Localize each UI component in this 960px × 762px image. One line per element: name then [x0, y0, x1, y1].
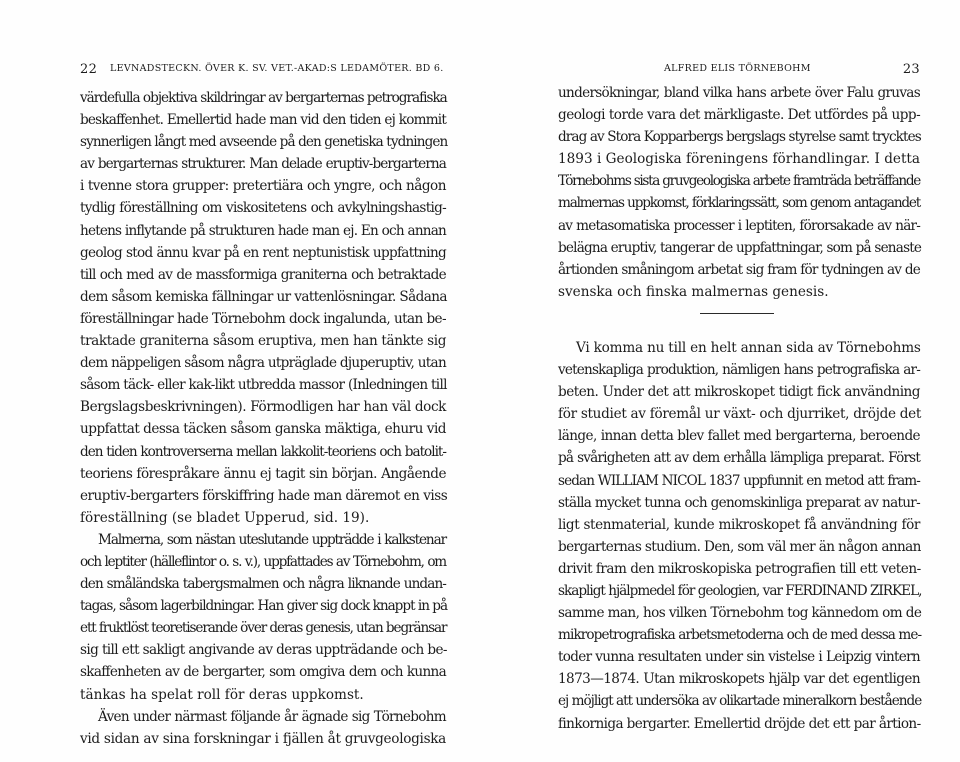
text-line: skapligt hjälpmedel för geologien, var FERDINAND ZIRKEL, [558, 582, 922, 599]
text-line: belägna eruptiv, tangerar de uppfattningar, som på senaste [558, 239, 922, 256]
running-head-title: ALFRED ELIS TÖRNEBOHM [664, 63, 811, 74]
text-line: drivit fram den mikroskopiska petrografien till ett veten- [558, 560, 921, 577]
right-body-text [558, 82, 920, 735]
text-line: teoriens förespråkare ännu ej tagit sin början. Angående [80, 465, 446, 482]
text-line: och leptiter (hälleflintor o. s. v.), uppfattades av Törnebohm, om [80, 553, 446, 570]
text-line: finkorniga bergarter. Emellertid dröjde det ett par årtion- [558, 715, 921, 732]
section-gap [558, 325, 920, 337]
text-line: till och med av de massformiga graniterna och betraktade [80, 266, 446, 283]
text-line: tydlig föreställning om viskositetens och avkylningshastig- [80, 200, 446, 217]
text-line: traktade graniterna såsom eruptiva, men han tänkte sig [80, 333, 446, 350]
text-line: föreställningar hade Törnebohm dock ingalunda, utan be- [80, 310, 446, 327]
left-page [80, 0, 446, 762]
text-line: uppfattat dessa täcken såsom ganska mäktiga, ehuru vid [80, 421, 446, 438]
text-line: Malmerna, som nästan uteslutande uppträdde i kalkstenar [98, 531, 446, 548]
text-line: geolog stod ännu kvar på en rent neptunistisk uppfattning [80, 244, 446, 261]
text-line: hetens inflytande på strukturen hade man ej. En och annan [80, 222, 446, 239]
text-line: undersökningar, bland vilka hans arbete över Falu gruvas [558, 85, 920, 101]
text-line: Törnebohms sista gruvgeologiska arbete framträda beträffande [558, 173, 920, 190]
left-running-head [80, 63, 446, 79]
text-line: drag av Stora Kopparbergs bergslags styrelse samt trycktes [558, 129, 921, 146]
text-line: tänkas ha spelat roll för deras uppkomst. [80, 686, 364, 703]
text-line: eruptiv-bergarters förskiffring hade man däremot en viss [80, 487, 448, 504]
text-line: geologi torde vara det märkligaste. Det utfördes på upp- [558, 107, 921, 124]
text-line: vid sidan av sina forskningar i fjällen åt gruvgeologiska [80, 730, 446, 747]
text-line: svenska och finska malmernas genesis. [558, 283, 829, 300]
left-body-text [80, 87, 446, 750]
text-line: sedan WILLIAM NICOL 1837 uppfunnit en metod att fram- [558, 472, 920, 489]
text-line: tagas, såsom lagerbildningar. Han giver sig dock knappt in på [80, 598, 448, 615]
text-line: dem såsom kemiska fällningar ur vattenlösningar. Sådana [80, 288, 447, 305]
text-line: Bergslagsbeskrivningen). Förmodligen har han väl dock [80, 399, 446, 416]
right-running-head [558, 63, 920, 79]
text-line: Vi komma nu till en helt annan sida av Törnebohms [576, 339, 921, 356]
text-line: skaffenheten av de bergarter, som omgiva dem och kunna [80, 664, 446, 681]
text-line: ligt stenmaterial, kunde mikroskopet få användning för [558, 516, 920, 533]
text-line: föreställning (se bladet Upperud, sid. 19). [80, 509, 370, 526]
text-line: den småländska tabergsmalmen och några liknande undan- [80, 576, 446, 593]
text-line: bergarternas studium. Den, som väl mer än någon annan [558, 538, 921, 555]
text-line: värdefulla objektiva skildringar av bergarternas petrografiska [80, 90, 447, 106]
text-line: sig till ett sakligt angivande av deras uppträdande och be- [80, 642, 447, 659]
right-page [558, 0, 920, 762]
text-line: vetenskapliga produktion, nämligen hans petrografiska ar- [558, 362, 920, 379]
text-line: ej möjligt att undersöka av olikartade mineralkorn bestående [558, 693, 922, 710]
text-line: såsom täck- eller kak-likt utbredda massor (Inledningen till [80, 377, 447, 394]
text-line: samme man, hos vilken Törnebohm tog kännedom om de [558, 605, 922, 622]
text-line: malmernas uppkomst, förklaringssätt, som genom antagandet [558, 195, 920, 212]
text-line: mikropetrografiska arbetsmetoderna och de med dessa me- [558, 627, 922, 644]
text-line: i tvenne stora grupper: pretertiära och yngre, och någon [80, 178, 446, 195]
text-line: den tiden kontroverserna mellan lakkolit-teoriens och batolit- [80, 443, 446, 460]
separator-rule [700, 313, 774, 314]
text-line: 1873—1874. Utan mikroskopets hjälp var det egentligen [558, 671, 920, 688]
text-line: synnerligen långt med avseende på den genetiska tydningen [80, 134, 448, 151]
page-number: 23 [902, 62, 920, 77]
text-line: ett fruktlöst teoretiserande över deras genesis, utan begränsar [80, 620, 447, 637]
page-number: 22 [80, 62, 98, 77]
text-line: beten. Under det att mikroskopet tidigt fick användning [558, 384, 920, 401]
text-line: på svårigheten att av dem erhålla lämpliga preparat. Först [558, 450, 920, 467]
text-line: ställa mycket tunna och genomskinliga preparat av natur- [558, 494, 920, 511]
text-line: av metasomatiska processer i leptiten, förorsakade av när- [558, 217, 920, 234]
text-line: 1893 i Geologiska föreningens förhandlingar. I detta [558, 151, 920, 168]
text-line: dem näppeligen såsom några utpräglade djuperuptiv, utan [80, 355, 446, 372]
text-line: beskaffenhet. Emellertid hade man vid den tiden ej kommit [80, 112, 446, 129]
text-line: toder vunna resultaten under sin vistelse i Leipzig vintern [558, 649, 920, 666]
section-separator [558, 303, 920, 325]
text-line: länge, innan detta blev fallet med bergarterna, beroende [558, 428, 920, 445]
running-head-title: LEVNADSTECKN. ÖVER K. SV. VET.-AKAD:S LEDAMÖTER. BD 6. [110, 63, 444, 74]
text-line: för studiet av föremål ur växt- och djurriket, dröjde det [558, 406, 922, 423]
text-line: Även under närmast följande år ägnade sig Törnebohm [98, 708, 446, 725]
text-line: årtionden småningom arbetat sig fram för tydningen av de [558, 261, 920, 278]
text-line: av bergarternas strukturer. Man delade eruptiv-bergarterna [80, 156, 446, 173]
